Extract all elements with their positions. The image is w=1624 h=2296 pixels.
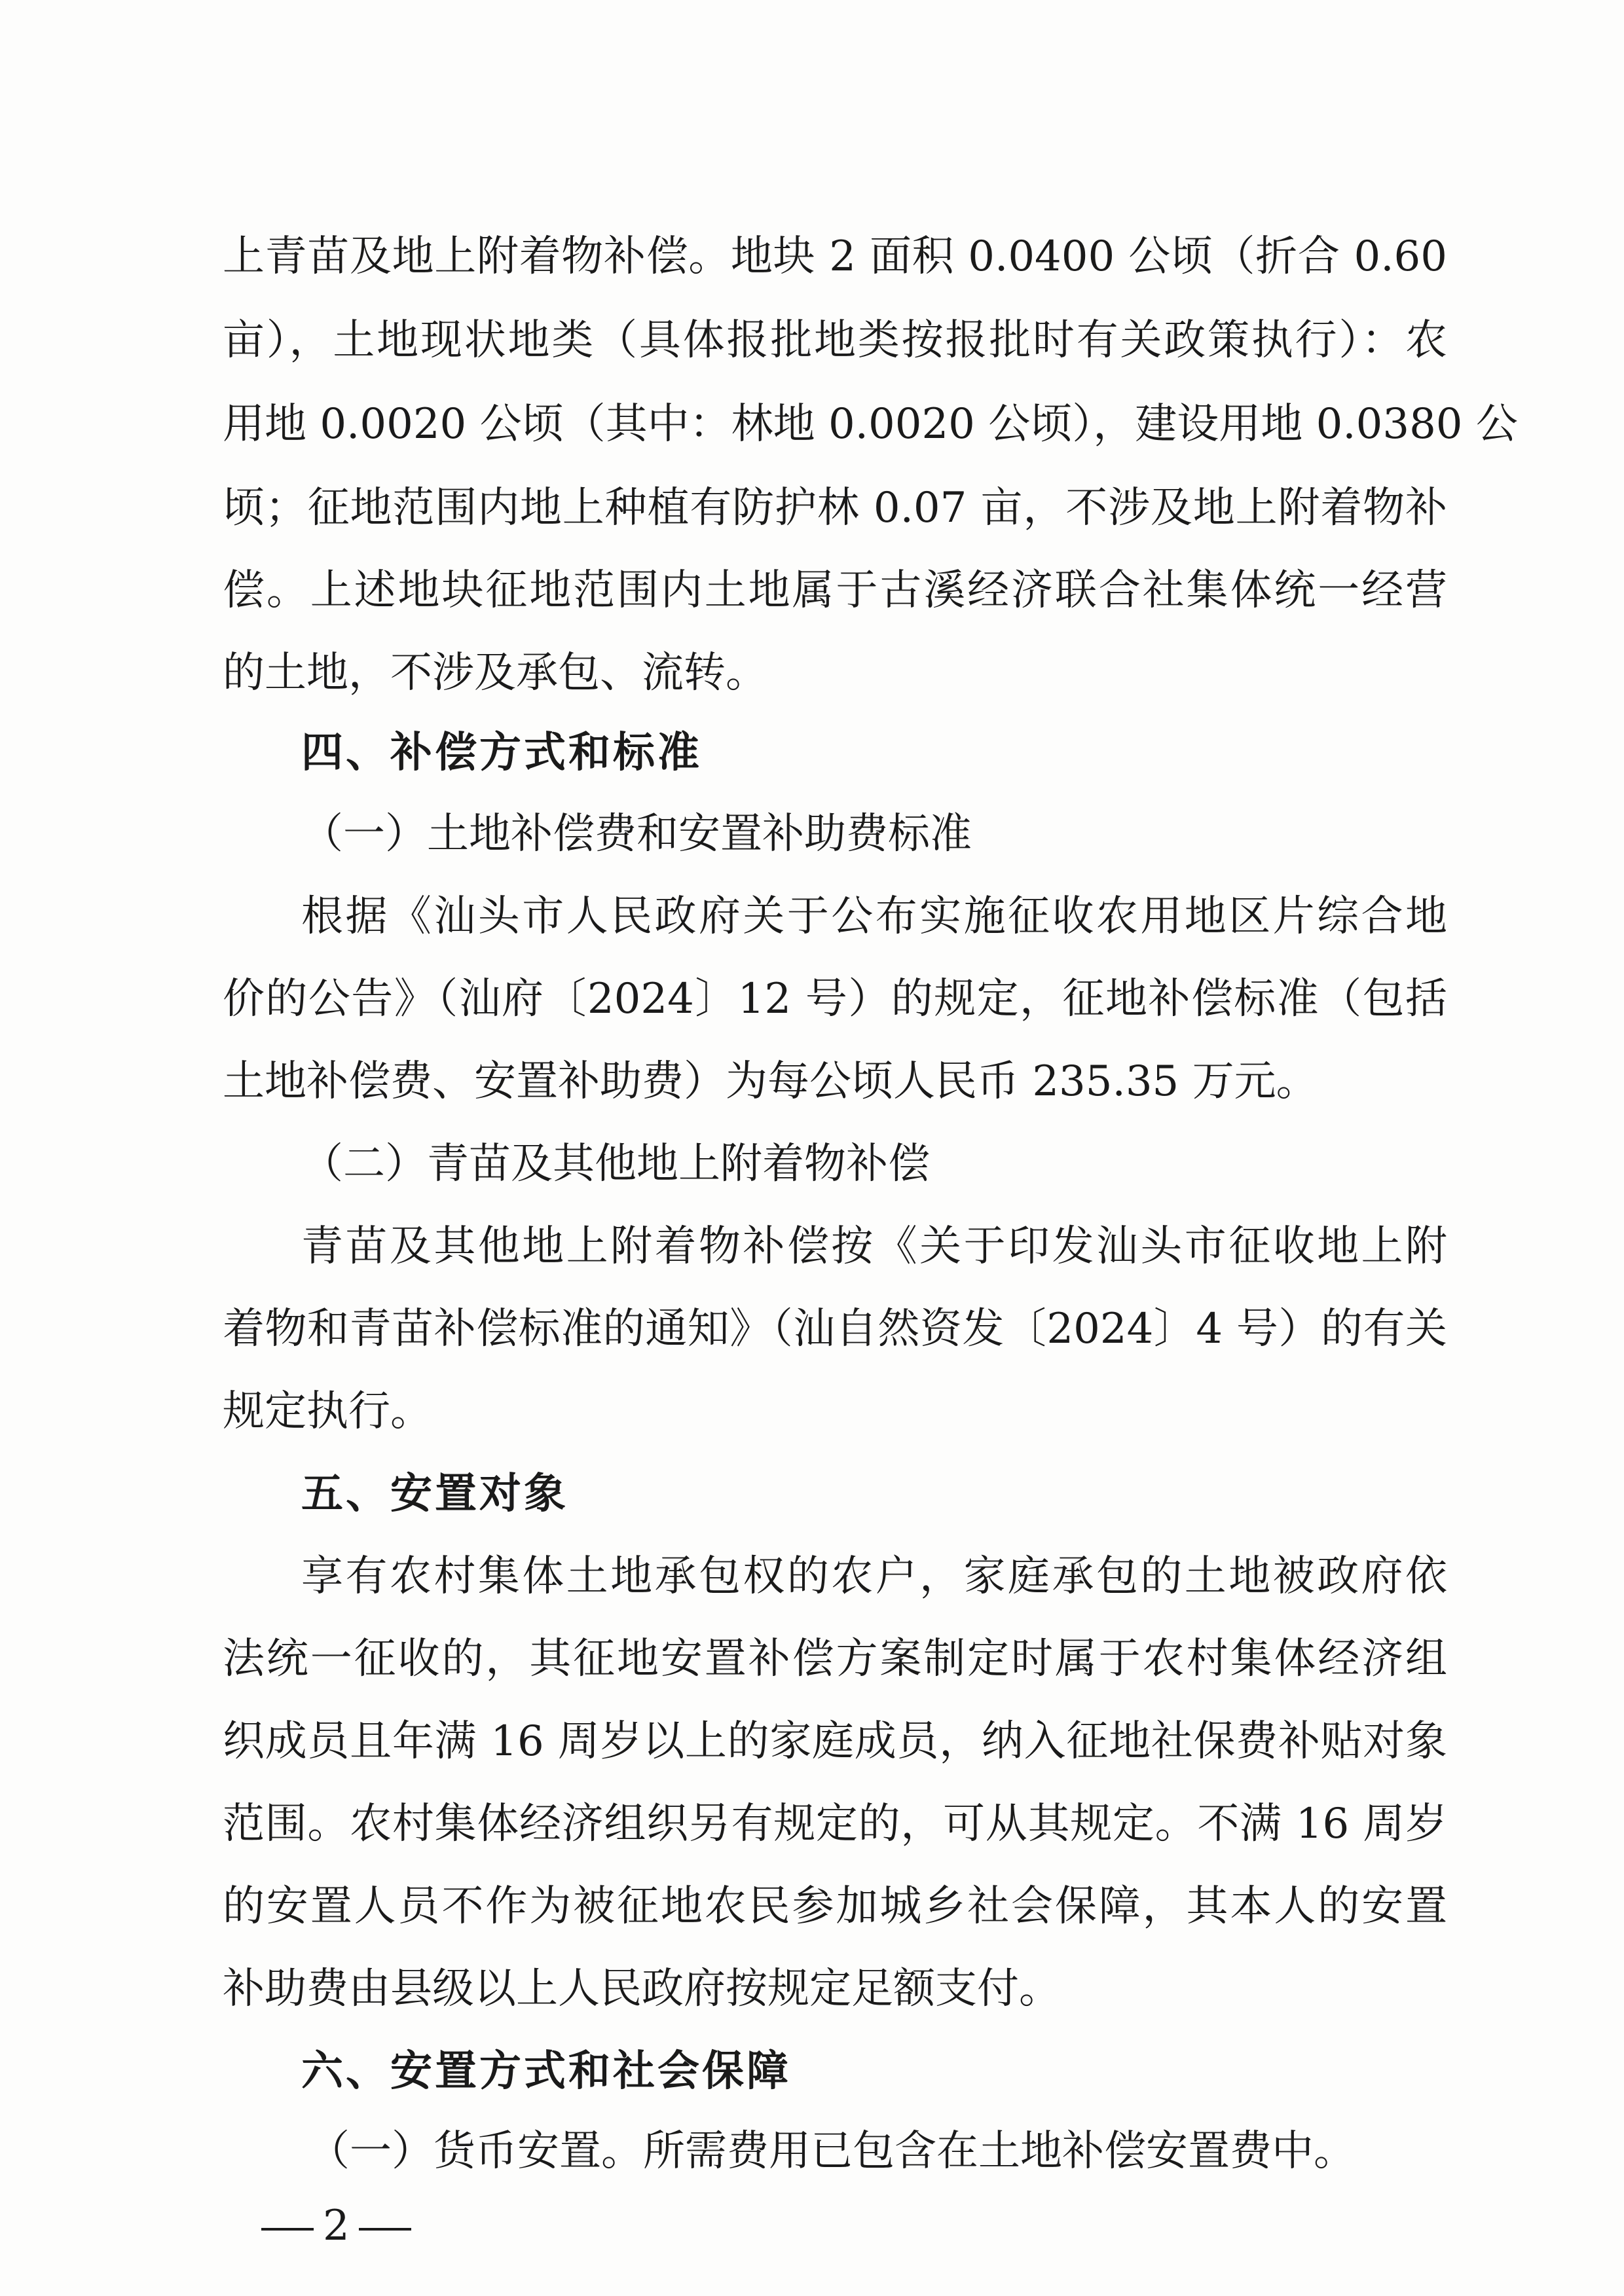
page-number <box>252 2200 420 2252</box>
paragraph-line: 规定执行。 <box>223 1387 432 1436</box>
paragraph-line: 偿。上述地块征地范围内土地属于古溪经济联合社集体统一经营 <box>223 566 1447 615</box>
subsection-heading: （二）青苗及其他地上附着物补偿 <box>301 1140 930 1188</box>
paragraph-line: （一）货币安置。所需费用已包含在土地补偿安置费中。 <box>308 2127 1356 2176</box>
dash-right <box>359 2228 411 2231</box>
paragraph-line: 法统一征收的，其征地安置补偿方案制定时属于农村集体经济组 <box>223 1635 1447 1683</box>
page-number-value: 2 <box>323 2202 350 2250</box>
dash-left <box>261 2228 314 2231</box>
subsection-heading: （一）土地补偿费和安置补助费标准 <box>301 810 972 858</box>
paragraph-line: 的安置人员不作为被征地农民参加城乡社会保障，其本人的安置 <box>223 1882 1447 1931</box>
paragraph-line: 的土地，不涉及承包、流转。 <box>223 649 767 697</box>
paragraph-line: 上青苗及地上附着物补偿。地块 2 面积 0.0400 公顷（折合 0.60 <box>223 232 1447 281</box>
paragraph-line: 补助费由县级以上人民政府按规定足额支付。 <box>223 1965 1061 2013</box>
paragraph-line: 顷；征地范围内地上种植有防护林 0.07 亩，不涉及地上附着物补 <box>223 484 1447 532</box>
paragraph-line: 亩），土地现状地类（具体报批地类按报批时有关政策执行）：农 <box>223 316 1447 365</box>
paragraph-line: 享有农村集体土地承包权的农户，家庭承包的土地被政府依 <box>301 1552 1447 1601</box>
section-heading: 四、补偿方式和标准 <box>301 729 702 777</box>
section-heading: 五、安置对象 <box>301 1470 568 1518</box>
paragraph-line: 价的公告》（汕府〔2024〕12 号）的规定，征地补偿标准（包括 <box>223 975 1447 1023</box>
paragraph-line: 根据《汕头市人民政府关于公布实施征收农用地区片综合地 <box>301 892 1447 941</box>
paragraph-line: 土地补偿费、安置补助费）为每公顷人民币 235.35 万元。 <box>223 1057 1318 1106</box>
section-heading: 六、安置方式和社会保障 <box>301 2047 791 2096</box>
paragraph-line: 青苗及其他地上附着物补偿按《关于印发汕头市征收地上附 <box>301 1222 1447 1271</box>
paragraph-line: 织成员且年满 16 周岁以上的家庭成员，纳入征地社保费补贴对象 <box>223 1717 1447 1766</box>
paragraph-line: 用地 0.0020 公顷（其中：林地 0.0020 公顷），建设用地 0.0380 公 <box>223 400 1518 448</box>
paragraph-line: 范围。农村集体经济组织另有规定的，可从其规定。不满 16 周岁 <box>223 1800 1447 1848</box>
paragraph-line: 着物和青苗补偿标准的通知》（汕自然资发〔2024〕4 号）的有关 <box>223 1305 1447 1353</box>
